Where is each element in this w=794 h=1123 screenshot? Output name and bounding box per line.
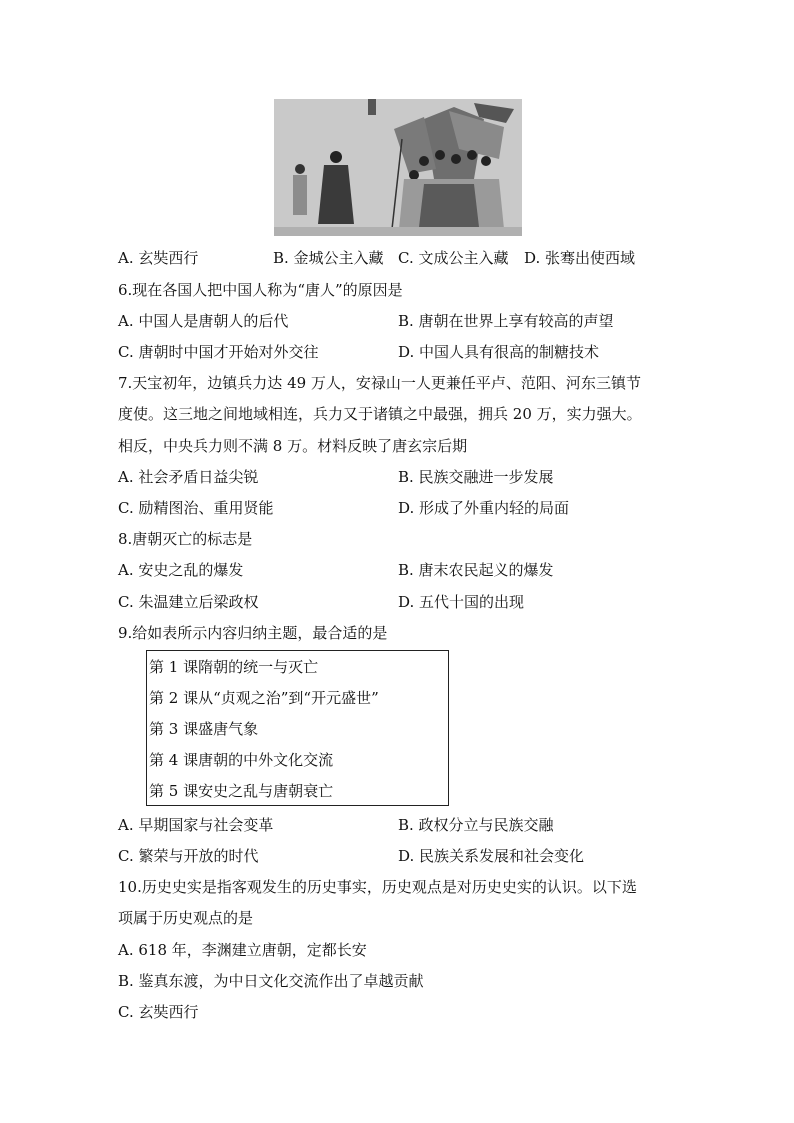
q7-option-a: A. 社会矛盾日益尖锐 — [118, 468, 259, 486]
table-row: 第 3 课盛唐气象 — [149, 720, 259, 738]
table-row: 第 1 课隋朝的统一与灭亡 — [149, 658, 319, 676]
q9-option-b: B. 政权分立与民族交融 — [398, 816, 554, 834]
q7-option-d: D. 形成了外重内轻的局面 — [398, 499, 570, 517]
table-row: 第 4 课唐朝的中外文化交流 — [149, 751, 334, 769]
q10-option-b: B. 鉴真东渡，为中日文化交流作出了卓越贡献 — [118, 972, 424, 990]
table-row: 第 5 课安史之乱与唐朝衰亡 — [149, 782, 334, 800]
q6-option-d: D. 中国人具有很高的制糖技术 — [398, 343, 600, 361]
q6-option-a: A. 中国人是唐朝人的后代 — [118, 312, 289, 330]
q9-option-c: C. 繁荣与开放的时代 — [118, 847, 259, 865]
q10-stem-line-1: 10.历史史实是指客观发生的历史事实，历史观点是对历史史实的认识。以下选 — [118, 878, 637, 896]
q7-stem-line-3: 相反，中央兵力则不满 8 万。材料反映了唐玄宗后期 — [118, 437, 468, 455]
q5-option-d: D. 张骞出使西域 — [524, 249, 636, 267]
q10-stem-line-2: 项属于历史观点的是 — [118, 909, 254, 927]
q10-option-a: A. 618 年，李渊建立唐朝，定都长安 — [118, 941, 367, 959]
q8-stem: 8.唐朝灭亡的标志是 — [118, 530, 253, 548]
q6-option-c: C. 唐朝时中国才开始对外交往 — [118, 343, 319, 361]
q8-option-b: B. 唐末农民起义的爆发 — [398, 561, 554, 579]
q7-option-b: B. 民族交融进一步发展 — [398, 468, 554, 486]
painting-illustration — [274, 99, 522, 236]
q7-stem-line-2: 度使。这三地之间地域相连，兵力又于诸镇之中最强，拥兵 20 万，实力强大。 — [118, 405, 642, 423]
q8-option-d: D. 五代十国的出现 — [398, 593, 525, 611]
q7-stem-line-1: 7.天宝初年，边镇兵力达 49 万人，安禄山一人更兼任平卢、范阳、河东三镇节 — [118, 374, 641, 392]
q6-stem: 6.现在各国人把中国人称为“唐人”的原因是 — [118, 281, 403, 299]
historical-painting-image — [274, 99, 522, 236]
q9-stem: 9.给如表所示内容归纳主题，最合适的是 — [118, 624, 388, 642]
q7-option-c: C. 励精图治、重用贤能 — [118, 499, 274, 517]
q5-option-b: B. 金城公主入藏 — [273, 249, 384, 267]
q8-option-a: A. 安史之乱的爆发 — [118, 561, 244, 579]
q10-option-c: C. 玄奘西行 — [118, 1003, 199, 1021]
q5-option-a: A. 玄奘西行 — [118, 249, 199, 267]
q9-lesson-table — [146, 650, 449, 806]
q8-option-c: C. 朱温建立后梁政权 — [118, 593, 259, 611]
q9-option-a: A. 早期国家与社会变革 — [118, 816, 274, 834]
table-row: 第 2 课从“贞观之治”到“开元盛世” — [149, 689, 379, 707]
q9-option-d: D. 民族关系发展和社会变化 — [398, 847, 585, 865]
q5-option-c: C. 文成公主入藏 — [398, 249, 509, 267]
q6-option-b: B. 唐朝在世界上享有较高的声望 — [398, 312, 614, 330]
